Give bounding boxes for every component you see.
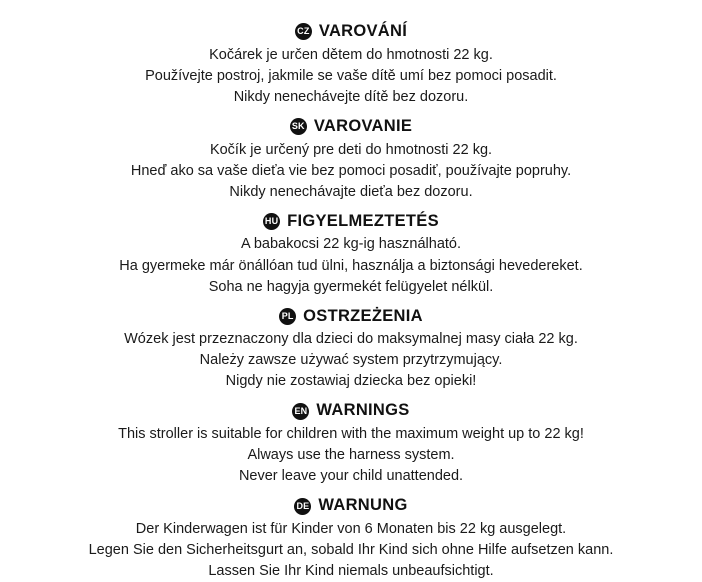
warning-section-sk <box>10 117 692 203</box>
warning-line: This stroller is suitable for children with the maximum weight up to 22 kg! <box>118 426 584 443</box>
warning-section-en <box>10 401 692 487</box>
warning-title-pl: OSTRZEŻENIA <box>303 306 423 325</box>
language-badge-en: EN <box>292 403 309 420</box>
warning-line: Nigdy nie zostawiaj dziecka bez opieki! <box>225 373 477 390</box>
warning-title-hu: FIGYELMEZTETÉS <box>287 211 439 230</box>
warning-title-de: WARNUNG <box>318 496 408 515</box>
warning-line: Never leave your child unattended. <box>238 468 464 485</box>
warning-line: Kočík je určený pre deti do hmotnosti 22 kg. <box>209 141 493 158</box>
warning-line: Nikdy nenechávejte dítě bez dozoru. <box>233 88 469 105</box>
warning-heading-de <box>10 496 692 516</box>
warning-title-cz: VAROVÁNÍ <box>318 22 408 40</box>
warning-section-de <box>10 496 692 582</box>
warning-line: Lassen Sie Ihr Kind niemals unbeaufsichtigt. <box>208 563 494 580</box>
warning-body-hu <box>10 234 692 297</box>
language-badge-cz: CZ <box>295 23 312 40</box>
language-badge-pl: PL <box>279 308 296 325</box>
warning-body-sk <box>10 140 692 203</box>
warning-line: Kočárek je určen dětem do hmotnosti 22 kg. <box>209 46 493 63</box>
warning-body-pl <box>10 329 692 392</box>
warning-section-pl <box>10 307 692 393</box>
warning-heading-hu <box>10 212 692 232</box>
warning-line: Ha gyermeke már önállóan tud ülni, használja a biztonsági hevedereket. <box>119 257 583 274</box>
warning-line: Nikdy nenechávajte dieťa bez dozoru. <box>229 183 473 200</box>
warning-heading-en <box>10 401 692 421</box>
warning-line: A babakocsi 22 kg-ig használható. <box>240 236 462 253</box>
warning-heading-cz <box>10 22 692 42</box>
warning-body-en <box>10 424 692 487</box>
warning-line: Hneď ako sa vaše dieťa vie bez pomoci posadiť, používajte popruhy. <box>130 162 572 179</box>
warning-line: Používejte postroj, jakmile se vaše dítě umí bez pomoci posadit. <box>145 67 557 84</box>
warning-body-cz <box>10 45 692 108</box>
warning-body-de <box>10 519 692 582</box>
warning-heading-sk <box>10 117 692 137</box>
warning-line: Der Kinderwagen ist für Kinder von 6 Monaten bis 22 kg ausgelegt. <box>135 521 567 538</box>
warning-section-cz <box>10 22 692 108</box>
warning-title-en: WARNINGS <box>316 401 410 420</box>
language-badge-hu: HU <box>263 213 280 230</box>
warning-line: Wózek jest przeznaczony dla dzieci do maksymalnej masy ciała 22 kg. <box>124 331 578 348</box>
language-badge-de: DE <box>294 498 311 515</box>
warning-section-hu <box>10 212 692 298</box>
language-badge-sk: SK <box>290 118 307 135</box>
warning-heading-pl <box>10 307 692 327</box>
warning-line: Always use the harness system. <box>247 447 455 464</box>
warning-line: Należy zawsze używać system przytrzymujący. <box>199 352 503 369</box>
warning-line: Legen Sie den Sicherheitsgurt an, sobald Ihr Kind sich ohne Hilfe aufsetzen kann. <box>88 542 614 559</box>
warning-line: Soha ne hagyja gyermekét felügyelet nélkül. <box>208 278 494 295</box>
warning-title-sk: VAROVANIE <box>313 116 413 135</box>
